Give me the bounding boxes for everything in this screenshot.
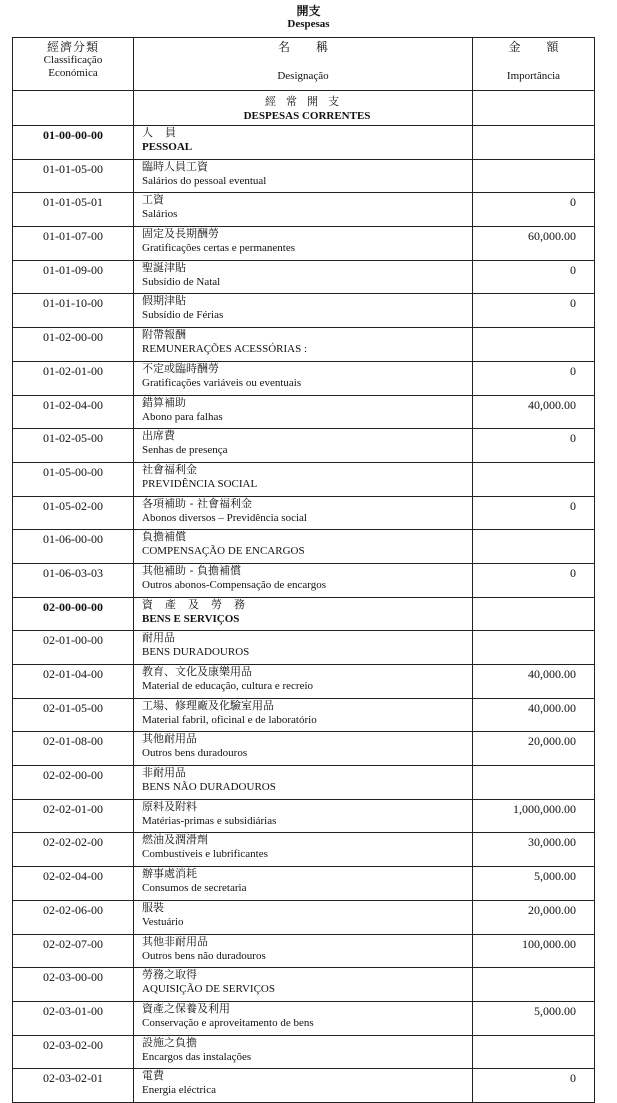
table-row — [13, 563, 595, 597]
row-code: 02-00-00-00 — [13, 597, 134, 631]
row-designation — [134, 159, 473, 193]
row-amount: 0 — [473, 260, 595, 294]
row-amount: 1,000,000.00 — [473, 799, 595, 833]
row-code: 02-03-01-00 — [13, 1001, 134, 1035]
header-classification-pt1: Classificação — [43, 54, 103, 66]
row-designation — [134, 833, 473, 867]
table-row — [13, 732, 595, 766]
table-row — [13, 968, 595, 1002]
row-code: 01-05-00-00 — [13, 462, 134, 496]
table-row — [13, 900, 595, 934]
row-amount: 40,000.00 — [473, 395, 595, 429]
row-amount: 0 — [473, 563, 595, 597]
row-designation-pt: Outros bens duradouros — [142, 747, 248, 760]
row-designation-pt: PREVIDÊNCIA SOCIAL — [142, 477, 258, 490]
row-designation-pt: Combustíveis e lubrificantes — [142, 848, 268, 861]
row-code: 01-05-02-00 — [13, 496, 134, 530]
row-amount: 0 — [473, 429, 595, 463]
row-designation-zh: 聖誕津貼 — [142, 260, 186, 274]
row-designation-zh: 不定或臨時酬勞 — [142, 361, 219, 375]
row-code: 01-01-05-01 — [13, 193, 134, 227]
row-amount: 20,000.00 — [473, 732, 595, 766]
row-designation-zh: 其他補助 - 負擔補償 — [142, 563, 241, 577]
row-designation — [134, 698, 473, 732]
table-row — [13, 260, 595, 294]
row-designation-zh: 人員 — [142, 126, 188, 139]
row-designation-zh: 設施之負擔 — [142, 1035, 197, 1049]
row-designation — [134, 462, 473, 496]
header-amount — [473, 38, 595, 91]
section-row — [13, 91, 595, 126]
section-code-cell — [13, 91, 134, 126]
row-code: 01-06-03-03 — [13, 563, 134, 597]
row-designation-pt: Salários — [142, 208, 178, 221]
title-chinese: 開支 — [296, 4, 321, 18]
row-designation-zh: 工場、修理廠及化驗室用品 — [142, 698, 274, 712]
row-designation — [134, 395, 473, 429]
row-designation — [134, 530, 473, 564]
row-amount: 20,000.00 — [473, 900, 595, 934]
table-row — [13, 328, 595, 362]
row-designation — [134, 1035, 473, 1069]
table-header-row — [13, 38, 595, 91]
row-code: 02-02-06-00 — [13, 900, 134, 934]
row-amount — [473, 1035, 595, 1069]
table-row — [13, 294, 595, 328]
row-designation-zh: 固定及長期酬勞 — [142, 227, 219, 241]
table-row — [13, 1069, 595, 1103]
header-designation-zh: 名稱 — [277, 40, 354, 54]
row-designation-pt: Senhas de presença — [142, 444, 228, 457]
row-designation — [134, 597, 473, 631]
row-amount: 30,000.00 — [473, 833, 595, 867]
row-designation-zh: 各項補助 - 社會福利金 — [142, 496, 252, 510]
row-designation-zh: 資產之保養及利用 — [142, 1001, 230, 1015]
row-code: 01-01-10-00 — [13, 294, 134, 328]
row-designation-zh: 社會福利金 — [142, 462, 197, 476]
row-designation-pt: AQUISIÇÃO DE SERVIÇOS — [142, 983, 275, 996]
row-designation — [134, 799, 473, 833]
row-designation — [134, 227, 473, 261]
row-designation-zh: 燃油及潤滑劑 — [142, 833, 208, 847]
table-row — [13, 429, 595, 463]
row-designation-zh: 勞務之取得 — [142, 968, 197, 982]
row-designation-pt: Salários do pessoal eventual — [142, 174, 267, 187]
expenses-table — [12, 37, 595, 1103]
row-designation-pt: Gratificações variáveis ou eventuais — [142, 376, 302, 389]
row-designation — [134, 429, 473, 463]
section-title-pt: DESPESAS CORRENTES — [243, 109, 371, 122]
row-designation — [134, 631, 473, 665]
row-designation — [134, 1001, 473, 1035]
row-designation — [134, 260, 473, 294]
row-designation-zh: 附帶報酬 — [142, 328, 186, 342]
table-row — [13, 530, 595, 564]
row-designation — [134, 732, 473, 766]
table-row — [13, 193, 595, 227]
row-amount: 0 — [473, 1069, 595, 1103]
row-designation — [134, 563, 473, 597]
row-code: 01-00-00-00 — [13, 126, 134, 160]
row-code: 02-02-02-00 — [13, 833, 134, 867]
row-designation — [134, 496, 473, 530]
row-code: 01-02-05-00 — [13, 429, 134, 463]
table-row — [13, 799, 595, 833]
header-classification-zh: 經濟分類 — [46, 40, 99, 54]
row-amount: 5,000.00 — [473, 1001, 595, 1035]
row-designation-pt: Matérias-primas e subsidiárias — [142, 814, 277, 827]
table-row — [13, 631, 595, 665]
row-code: 01-01-09-00 — [13, 260, 134, 294]
row-designation-pt: Outros abonos-Compensação de encargos — [142, 578, 326, 591]
row-code: 02-03-02-00 — [13, 1035, 134, 1069]
row-designation-zh: 服裝 — [142, 900, 164, 914]
header-designation-pt: Designação — [277, 70, 329, 82]
row-designation-zh: 假期津貼 — [142, 294, 186, 308]
row-amount — [473, 126, 595, 160]
row-designation — [134, 294, 473, 328]
table-row — [13, 159, 595, 193]
row-amount: 0 — [473, 294, 595, 328]
row-code: 02-01-04-00 — [13, 665, 134, 699]
title-portuguese: Despesas — [287, 18, 330, 30]
row-designation-pt: Conservação e aproveitamento de bens — [142, 1016, 314, 1029]
row-designation-pt: Abono para falhas — [142, 410, 223, 423]
row-designation-pt: Material de educação, cultura e recreio — [142, 680, 314, 692]
table-row — [13, 496, 595, 530]
row-code: 02-02-04-00 — [13, 867, 134, 901]
section-title-cell — [134, 91, 473, 126]
table-row — [13, 462, 595, 496]
table-row — [13, 1001, 595, 1035]
row-code: 02-01-00-00 — [13, 631, 134, 665]
row-designation-zh: 其他耐用品 — [142, 732, 197, 746]
row-code: 02-02-01-00 — [13, 799, 134, 833]
row-designation-zh: 資產及勞務 — [142, 597, 257, 611]
table-row — [13, 698, 595, 732]
row-designation-zh: 教育、文化及康樂用品 — [142, 665, 252, 678]
row-amount: 0 — [473, 193, 595, 227]
row-designation-zh: 原料及附料 — [142, 799, 197, 813]
row-designation — [134, 361, 473, 395]
header-classification-pt2: Económica — [48, 67, 98, 79]
row-amount: 40,000.00 — [473, 665, 595, 699]
table-row — [13, 665, 595, 699]
row-designation-pt: BENS DURADOUROS — [142, 646, 250, 659]
row-code: 02-01-05-00 — [13, 698, 134, 732]
table-row — [13, 361, 595, 395]
row-amount: 0 — [473, 496, 595, 530]
header-classification — [13, 38, 134, 91]
row-designation-pt: Gratificações certas e permanentes — [142, 242, 295, 255]
row-designation — [134, 934, 473, 968]
row-code: 02-03-02-01 — [13, 1069, 134, 1103]
row-designation-zh: 負擔補償 — [142, 530, 186, 544]
row-amount — [473, 530, 595, 564]
table-row — [13, 833, 595, 867]
row-designation — [134, 1069, 473, 1103]
row-code: 02-02-07-00 — [13, 934, 134, 968]
row-code: 01-06-00-00 — [13, 530, 134, 564]
header-amount-pt: Importância — [506, 70, 561, 82]
row-amount — [473, 159, 595, 193]
row-designation-pt: Abonos diversos – Previdência social — [142, 511, 307, 524]
row-designation-zh: 臨時人員工資 — [142, 159, 208, 173]
row-code: 01-01-07-00 — [13, 227, 134, 261]
row-designation-zh: 辦事處消耗 — [142, 867, 197, 881]
row-amount: 60,000.00 — [473, 227, 595, 261]
row-code: 02-01-08-00 — [13, 732, 134, 766]
row-designation — [134, 968, 473, 1002]
row-amount — [473, 328, 595, 362]
row-designation — [134, 193, 473, 227]
row-code: 01-02-00-00 — [13, 328, 134, 362]
table-row — [13, 126, 595, 160]
row-designation — [134, 328, 473, 362]
section-title-zh: 經常開支 — [265, 94, 349, 108]
row-designation — [134, 126, 473, 160]
row-designation-zh: 工資 — [142, 193, 164, 207]
row-amount: 100,000.00 — [473, 934, 595, 968]
document-title — [0, 4, 617, 31]
row-code: 01-01-05-00 — [13, 159, 134, 193]
row-designation-pt: REMUNERAÇÕES ACESSÓRIAS : — [142, 343, 308, 356]
row-designation-pt: Material fabril, oficinal e de laboratório — [142, 713, 317, 726]
row-designation-pt: Vestuário — [142, 915, 184, 928]
row-amount — [473, 462, 595, 496]
header-designation — [134, 38, 473, 91]
row-designation — [134, 665, 473, 699]
row-amount: 0 — [473, 361, 595, 395]
row-amount — [473, 597, 595, 631]
row-designation-pt: Energia eléctrica — [142, 1084, 216, 1097]
row-designation-pt: Outros bens não duradouros — [142, 949, 266, 962]
row-designation-pt: Subsídio de Férias — [142, 309, 224, 322]
table-row — [13, 766, 595, 800]
table-row — [13, 227, 595, 261]
row-designation-pt: Encargos das instalações — [142, 1050, 252, 1063]
row-designation-zh: 非耐用品 — [142, 766, 186, 780]
row-designation — [134, 766, 473, 800]
row-designation-zh: 耐用品 — [142, 631, 175, 645]
row-designation-zh: 錯算補助 — [142, 395, 186, 409]
table-row — [13, 1035, 595, 1069]
row-amount: 5,000.00 — [473, 867, 595, 901]
row-code: 01-02-04-00 — [13, 395, 134, 429]
row-designation-zh: 其他非耐用品 — [142, 934, 208, 948]
table-row — [13, 597, 595, 631]
row-designation-zh: 電費 — [142, 1069, 164, 1083]
header-amount-zh: 金額 — [508, 40, 585, 54]
row-code: 02-03-00-00 — [13, 968, 134, 1002]
row-amount: 40,000.00 — [473, 698, 595, 732]
row-amount — [473, 766, 595, 800]
row-amount — [473, 631, 595, 665]
table-row — [13, 934, 595, 968]
row-designation — [134, 867, 473, 901]
table-row — [13, 867, 595, 901]
row-designation-zh: 出席費 — [142, 429, 175, 443]
row-designation-pt: PESSOAL — [142, 141, 193, 153]
row-designation — [134, 900, 473, 934]
row-code: 02-02-00-00 — [13, 766, 134, 800]
row-amount — [473, 968, 595, 1002]
row-designation-pt: Consumos de secretaria — [142, 882, 247, 895]
row-designation-pt: COMPENSAÇÃO DE ENCARGOS — [142, 545, 305, 558]
table-row — [13, 395, 595, 429]
section-amount-cell — [473, 91, 595, 126]
row-designation-pt: BENS NÃO DURADOUROS — [142, 781, 276, 794]
row-designation-pt: BENS E SERVIÇOS — [142, 612, 240, 625]
row-code: 01-02-01-00 — [13, 361, 134, 395]
row-designation-pt: Subsídio de Natal — [142, 275, 221, 288]
